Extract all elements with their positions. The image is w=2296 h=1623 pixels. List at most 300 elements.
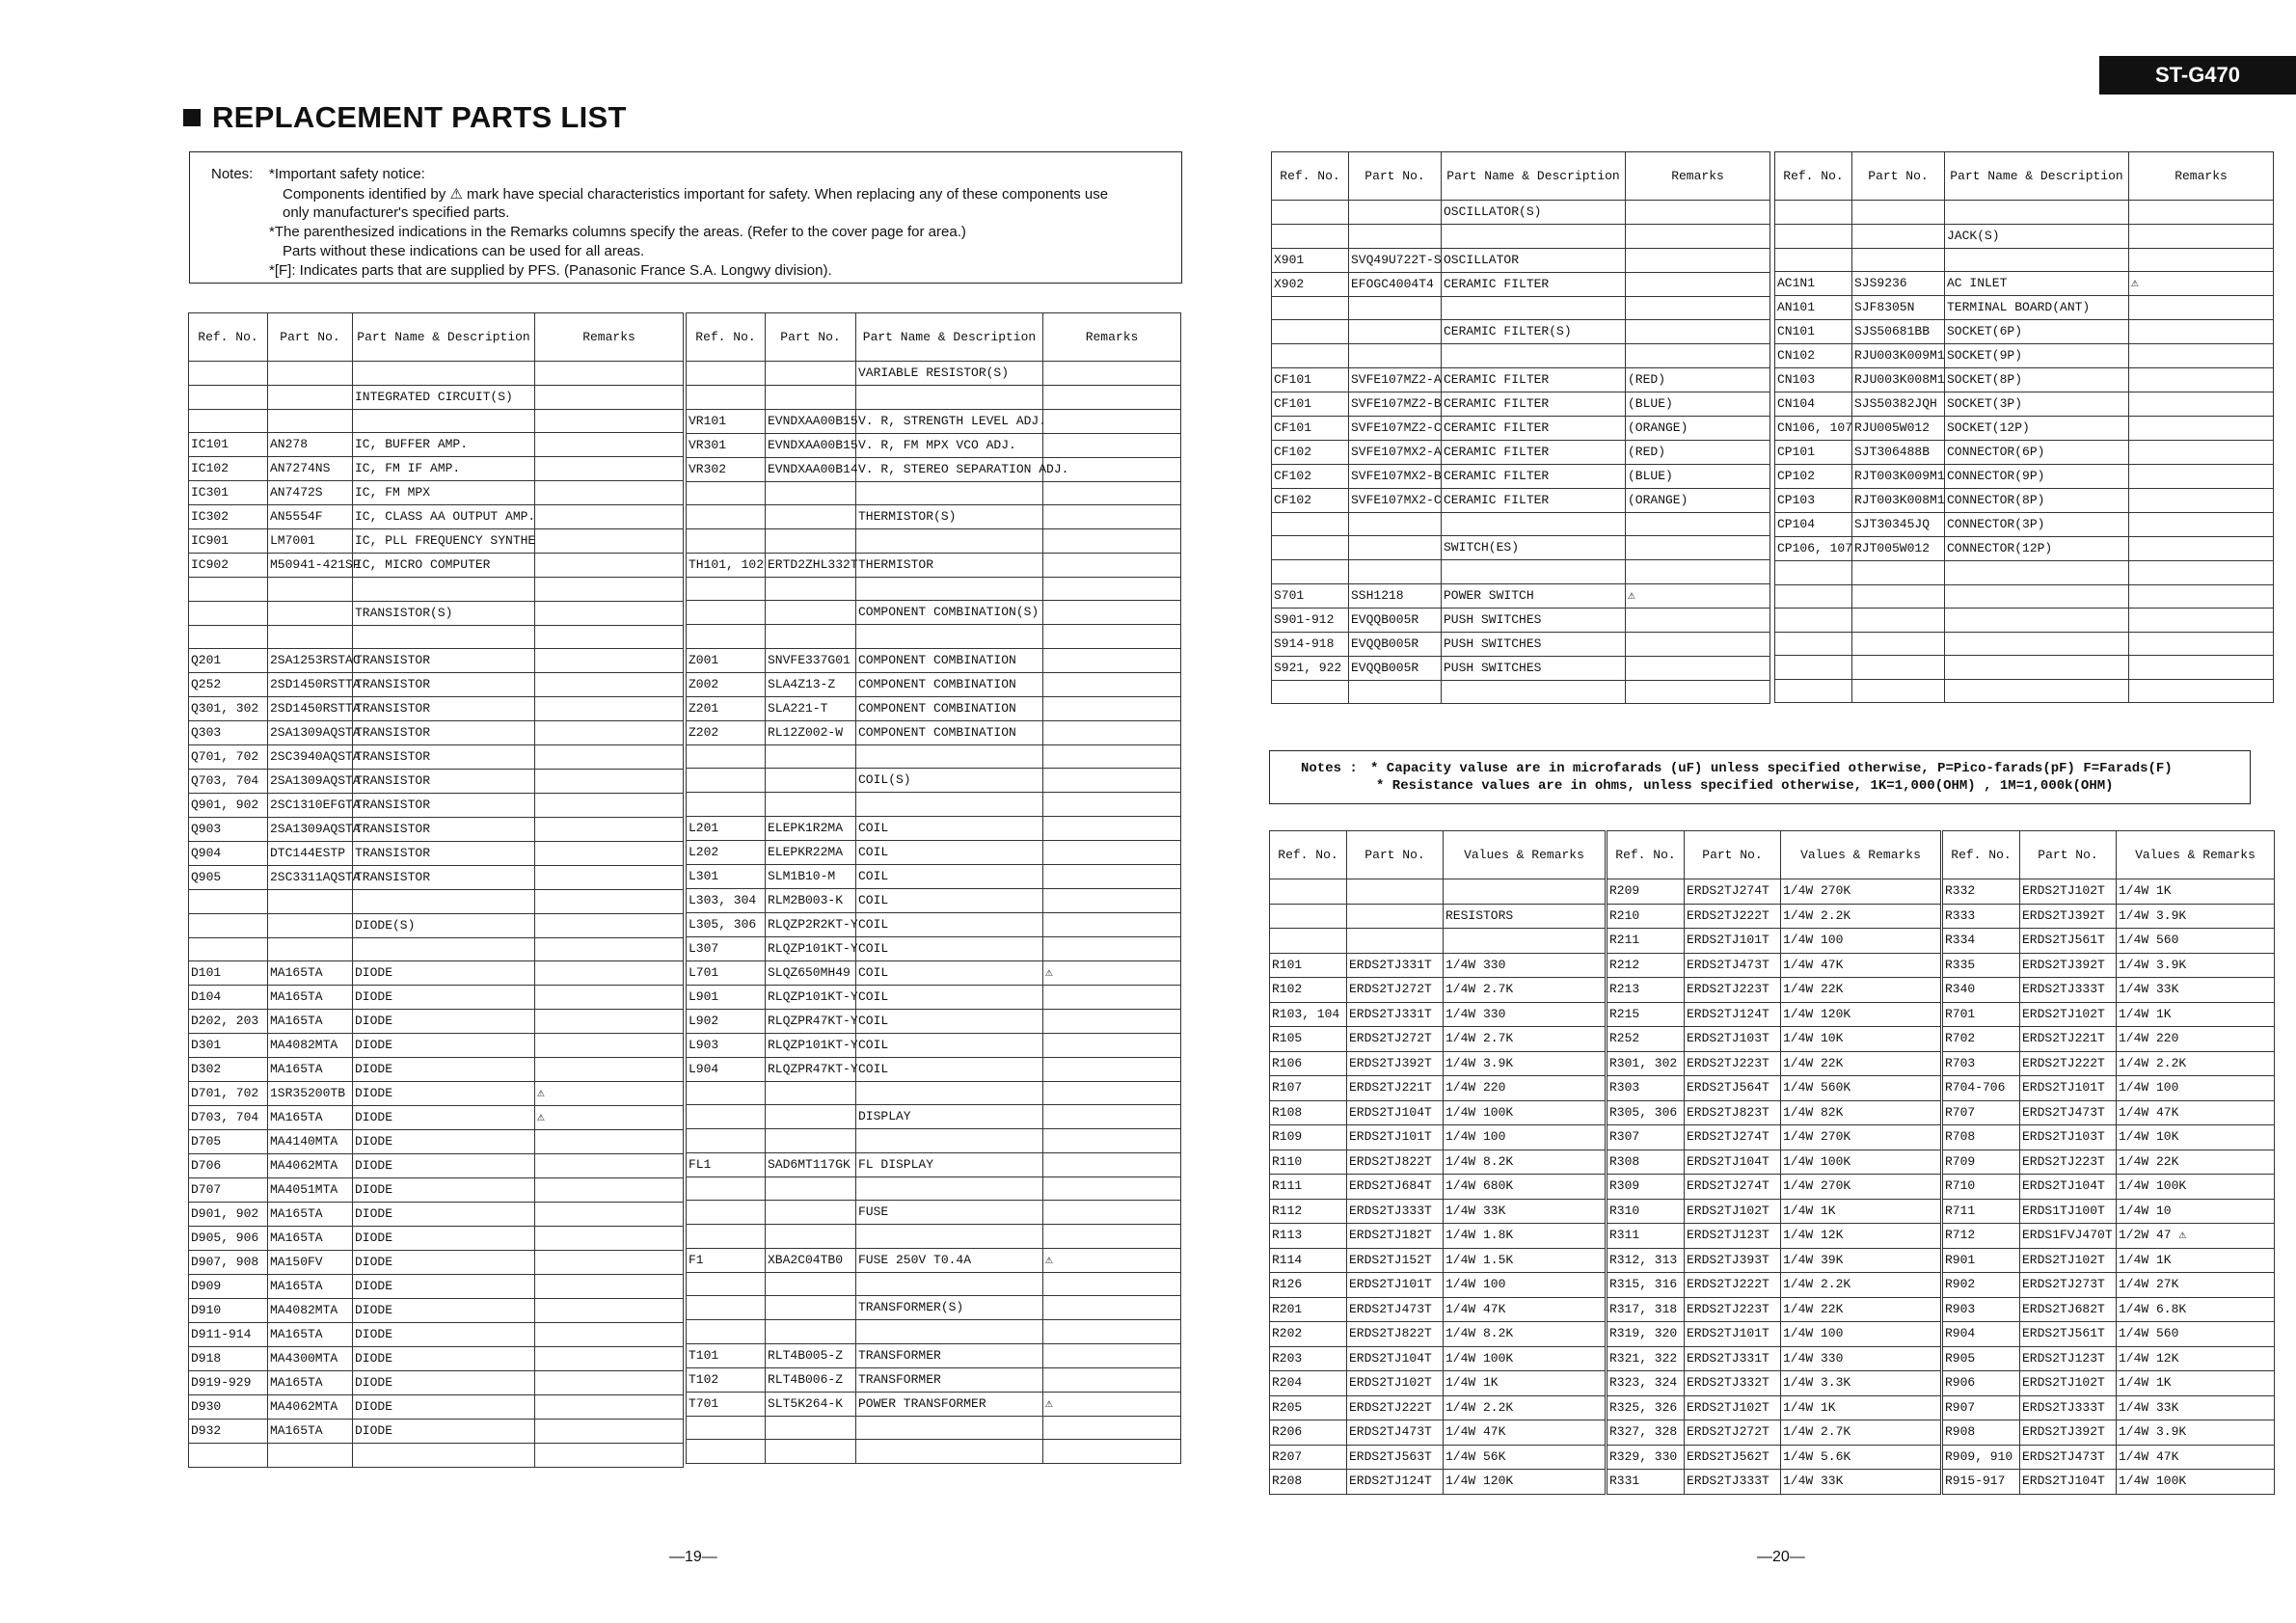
ref-no-cell: S701 bbox=[1272, 583, 1349, 608]
table-row bbox=[1607, 1076, 1941, 1101]
table-row bbox=[1943, 1297, 2275, 1322]
table-row bbox=[1272, 536, 1770, 560]
ref-no-cell: R327, 328 bbox=[1607, 1420, 1685, 1446]
description-cell bbox=[1945, 632, 2129, 656]
description-cell bbox=[353, 890, 535, 914]
remarks-cell bbox=[2129, 632, 2274, 656]
remarks-cell bbox=[1043, 1081, 1181, 1105]
table-row bbox=[1775, 632, 2274, 656]
part-no-cell bbox=[766, 744, 856, 769]
part-no-cell: XBA2C04TB0 bbox=[766, 1248, 856, 1272]
header-part-no: Part No. bbox=[2020, 831, 2117, 879]
table-row bbox=[1775, 679, 2274, 703]
ref-no-cell bbox=[687, 601, 766, 625]
part-no-cell bbox=[1347, 879, 1444, 905]
ref-no-cell: CP103 bbox=[1775, 489, 1852, 513]
values-cell: 1/4W 47K bbox=[2117, 1445, 2275, 1470]
ref-no-cell: CP101 bbox=[1775, 441, 1852, 465]
table-row bbox=[1272, 608, 1770, 632]
table-row bbox=[1272, 367, 1770, 392]
part-no-cell: RLQZP2R2KT-Y bbox=[766, 912, 856, 936]
ref-no-cell: R212 bbox=[1607, 953, 1685, 978]
page-title: REPLACEMENT PARTS LIST bbox=[212, 100, 627, 134]
table-row bbox=[1775, 296, 2274, 320]
table-row bbox=[1943, 1470, 2275, 1495]
table-row bbox=[1775, 489, 2274, 513]
table-row bbox=[1607, 1002, 1941, 1027]
remarks-cell bbox=[535, 697, 684, 721]
description-cell: TRANSISTOR bbox=[353, 745, 535, 770]
description-cell bbox=[856, 1225, 1043, 1249]
ref-no-cell: R207 bbox=[1270, 1445, 1347, 1470]
part-no-cell bbox=[1852, 561, 1945, 585]
table-row bbox=[189, 770, 684, 794]
remarks-cell: (ORANGE) bbox=[1626, 488, 1770, 512]
ref-no-cell bbox=[687, 1129, 766, 1153]
part-no-cell: RJU003K008M1 bbox=[1852, 368, 1945, 392]
table-row bbox=[1943, 1027, 2275, 1052]
remarks-cell bbox=[1626, 512, 1770, 536]
table-row bbox=[1943, 1395, 2275, 1420]
remarks-cell bbox=[1626, 560, 1770, 584]
description-cell bbox=[856, 744, 1043, 769]
remarks-cell bbox=[535, 1130, 684, 1154]
table-row bbox=[1270, 1076, 1606, 1101]
part-no-cell: MA165TA bbox=[268, 961, 353, 986]
header-ref-no: Ref. No. bbox=[189, 313, 268, 362]
ref-no-cell: F1 bbox=[687, 1248, 766, 1272]
ref-no-cell: TH101, 102 bbox=[687, 553, 766, 577]
ref-no-cell: R333 bbox=[1943, 904, 2020, 929]
description-cell bbox=[353, 578, 535, 602]
description-cell: COMPONENT COMBINATION(S) bbox=[856, 601, 1043, 625]
resistor-table-3 bbox=[1942, 830, 2275, 1495]
remarks-cell bbox=[535, 673, 684, 697]
table-row bbox=[1607, 1125, 1941, 1150]
part-no-cell: ERDS2TJ561T bbox=[2020, 929, 2117, 954]
part-no-cell: ERDS2TJ564T bbox=[1685, 1076, 1781, 1101]
part-no-cell: ERDS2TJ822T bbox=[1347, 1322, 1444, 1347]
part-no-cell bbox=[766, 529, 856, 554]
part-no-cell: ERDS2TJ101T bbox=[1685, 1322, 1781, 1347]
part-no-cell bbox=[766, 601, 856, 625]
part-no-cell bbox=[268, 362, 353, 386]
values-cell: 1/2W 47 ⚠ bbox=[2117, 1224, 2275, 1249]
values-cell: 1/4W 1K bbox=[1781, 1395, 1941, 1420]
description-cell bbox=[353, 937, 535, 961]
table-row bbox=[687, 985, 1181, 1009]
part-no-cell: MA4300MTA bbox=[268, 1347, 353, 1371]
part-no-cell bbox=[1349, 296, 1442, 320]
table-row bbox=[1607, 1273, 1941, 1298]
description-cell: CERAMIC FILTER(S) bbox=[1442, 320, 1626, 344]
values-cell: 1/4W 100 bbox=[1781, 929, 1941, 954]
description-cell: DIODE(S) bbox=[353, 913, 535, 937]
parts-table-4 bbox=[1774, 151, 2274, 703]
part-no-cell: ERDS2TJ393T bbox=[1685, 1248, 1781, 1273]
part-no-cell: RLQZPR47KT-Y bbox=[766, 1057, 856, 1081]
description-cell: DIODE bbox=[353, 1275, 535, 1299]
ref-no-cell: R904 bbox=[1943, 1322, 2020, 1347]
part-no-cell: 2SA1253RSTAC bbox=[268, 649, 353, 673]
remarks-cell bbox=[2129, 296, 2274, 320]
table-row bbox=[189, 1420, 684, 1444]
description-cell bbox=[1442, 560, 1626, 584]
part-no-cell: SLQZ650MH49 bbox=[766, 960, 856, 985]
part-no-cell: M50941-421SP bbox=[268, 554, 353, 578]
table-header-row bbox=[189, 313, 684, 362]
description-cell: JACK(S) bbox=[1945, 224, 2129, 248]
ref-no-cell: R113 bbox=[1270, 1224, 1347, 1249]
table-row bbox=[1607, 1051, 1941, 1076]
part-no-cell: SJS9236 bbox=[1852, 272, 1945, 296]
notes-line: Parts without these indications can be used for all areas. bbox=[283, 243, 645, 259]
remarks-cell bbox=[2129, 489, 2274, 513]
table-row bbox=[1775, 513, 2274, 537]
table-row bbox=[1607, 904, 1941, 929]
table-row bbox=[1272, 225, 1770, 249]
table-row bbox=[687, 409, 1181, 433]
header-ref-no: Ref. No. bbox=[1775, 152, 1852, 201]
table-row bbox=[1943, 953, 2275, 978]
part-no-cell: RL12Z002-W bbox=[766, 720, 856, 744]
ref-no-cell: Z201 bbox=[687, 696, 766, 720]
table-header-row bbox=[1943, 831, 2275, 879]
part-no-cell bbox=[766, 1320, 856, 1344]
description-cell: V. R, STRENGTH LEVEL ADJ. bbox=[856, 409, 1043, 433]
part-no-cell: AN5554F bbox=[268, 505, 353, 529]
values-cell: 1/4W 47K bbox=[1444, 1297, 1606, 1322]
part-no-cell: SJS50681BB bbox=[1852, 320, 1945, 344]
ref-no-cell: R710 bbox=[1943, 1175, 2020, 1200]
remarks-cell bbox=[535, 961, 684, 986]
ref-no-cell bbox=[687, 1081, 766, 1105]
ref-no-cell: R712 bbox=[1943, 1224, 2020, 1249]
table-row bbox=[1943, 1273, 2275, 1298]
values-cell: 1/4W 33K bbox=[1444, 1199, 1606, 1224]
title-bullet bbox=[183, 109, 201, 126]
remarks-cell bbox=[2129, 584, 2274, 609]
ref-no-cell bbox=[1272, 296, 1349, 320]
description-cell: TRANSISTOR bbox=[353, 842, 535, 866]
remarks-cell bbox=[1626, 632, 1770, 656]
ref-no-cell bbox=[1272, 536, 1349, 560]
values-cell: 1/4W 10K bbox=[1781, 1027, 1941, 1052]
part-no-cell bbox=[268, 578, 353, 602]
ref-no-cell: CN101 bbox=[1775, 320, 1852, 344]
table-row bbox=[189, 1154, 684, 1178]
part-no-cell bbox=[766, 1129, 856, 1153]
part-no-cell: ERDS2TJ333T bbox=[1347, 1199, 1444, 1224]
part-no-cell: 1SR35200TB bbox=[268, 1082, 353, 1106]
description-cell: IC, PLL FREQUENCY SYNTHE bbox=[353, 529, 535, 554]
ref-no-cell: R111 bbox=[1270, 1175, 1347, 1200]
remarks-cell bbox=[1043, 433, 1181, 457]
remarks-cell bbox=[1043, 601, 1181, 625]
table-header-row bbox=[1607, 831, 1941, 879]
table-row bbox=[1607, 1297, 1941, 1322]
ref-no-cell bbox=[1272, 344, 1349, 368]
part-no-cell: SVFE107MX2-C bbox=[1349, 488, 1442, 512]
description-cell: TRANSISTOR bbox=[353, 866, 535, 890]
description-cell: OSCILLATOR bbox=[1442, 248, 1626, 272]
part-no-cell: AN278 bbox=[268, 433, 353, 457]
notes-line: Components identified by ⚠ mark have special characteristics important for safety. When replacing any of these components use bbox=[283, 186, 1109, 203]
table-row bbox=[1607, 1027, 1941, 1052]
values-cell: 1/4W 5.6K bbox=[1781, 1445, 1941, 1470]
remarks-cell bbox=[1043, 1225, 1181, 1249]
remarks-cell bbox=[535, 866, 684, 890]
values-cell: 1/4W 100 bbox=[1781, 1322, 1941, 1347]
table-row bbox=[189, 842, 684, 866]
description-cell: DIODE bbox=[353, 961, 535, 986]
remarks-cell bbox=[1043, 888, 1181, 912]
part-no-cell bbox=[766, 1081, 856, 1105]
resistor-table-1 bbox=[1269, 830, 1606, 1495]
remarks-cell bbox=[535, 937, 684, 961]
description-cell: FUSE 250V T0.4A bbox=[856, 1248, 1043, 1272]
part-no-cell: ERDS2TJ272T bbox=[1347, 978, 1444, 1003]
part-no-cell: EVQQB005R bbox=[1349, 608, 1442, 632]
remarks-cell bbox=[535, 554, 684, 578]
ref-no-cell: D703, 704 bbox=[189, 1106, 268, 1130]
part-no-cell: RJT005W012 bbox=[1852, 537, 1945, 561]
ref-no-cell: R102 bbox=[1270, 978, 1347, 1003]
ref-no-cell: R101 bbox=[1270, 953, 1347, 978]
part-no-cell: ERDS2TJ182T bbox=[1347, 1224, 1444, 1249]
part-no-cell: ERDS2TJ331T bbox=[1347, 1002, 1444, 1027]
part-no-cell: RLQZP101KT-Y bbox=[766, 985, 856, 1009]
remarks-cell bbox=[1626, 296, 1770, 320]
part-no-cell: ERDS2TJ562T bbox=[1685, 1445, 1781, 1470]
ref-no-cell: R902 bbox=[1943, 1273, 2020, 1298]
values-cell: 1/4W 12K bbox=[2117, 1346, 2275, 1371]
description-cell: TRANSISTOR bbox=[353, 770, 535, 794]
part-no-cell: ERDS2TJ332T bbox=[1685, 1371, 1781, 1396]
values-cell: 1/4W 270K bbox=[1781, 879, 1941, 905]
ref-no-cell: R708 bbox=[1943, 1125, 2020, 1150]
table-row bbox=[1607, 1395, 1941, 1420]
ref-no-cell: IC902 bbox=[189, 554, 268, 578]
table-row bbox=[189, 433, 684, 457]
table-row bbox=[1272, 512, 1770, 536]
ref-no-cell bbox=[687, 625, 766, 649]
description-cell: COIL bbox=[856, 1057, 1043, 1081]
ref-no-cell: Q905 bbox=[189, 866, 268, 890]
part-no-cell: MA165TA bbox=[268, 1106, 353, 1130]
part-no-cell: SVFE107MX2-B bbox=[1349, 464, 1442, 488]
table-row bbox=[189, 1275, 684, 1299]
ref-no-cell: Q252 bbox=[189, 673, 268, 697]
table-row bbox=[189, 457, 684, 481]
part-no-cell: ERDS2TJ331T bbox=[1347, 953, 1444, 978]
remarks-cell bbox=[535, 1275, 684, 1299]
description-cell bbox=[856, 1416, 1043, 1440]
part-no-cell: ERDS2TJ101T bbox=[1347, 1273, 1444, 1298]
description-cell bbox=[856, 625, 1043, 649]
values-cell: 1/4W 2.2K bbox=[1781, 1273, 1941, 1298]
values-cell: 1/4W 680K bbox=[1444, 1175, 1606, 1200]
table-row bbox=[687, 912, 1181, 936]
table-row bbox=[687, 1343, 1181, 1367]
description-cell: IC, BUFFER AMP. bbox=[353, 433, 535, 457]
part-no-cell bbox=[1349, 512, 1442, 536]
table-row bbox=[1775, 272, 2274, 296]
part-no-cell bbox=[766, 386, 856, 410]
values-notes-line: * Resistance values are in ohms, unless specified otherwise, 1K=1,000(OHM) , 1M=1,000k(OHM) bbox=[1376, 778, 2114, 794]
description-cell: TRANSFORMER bbox=[856, 1343, 1043, 1367]
ref-no-cell: CP102 bbox=[1775, 465, 1852, 489]
ref-no-cell: AN101 bbox=[1775, 296, 1852, 320]
part-no-cell: ERDS2TJ274T bbox=[1685, 879, 1781, 905]
part-no-cell: MA165TA bbox=[268, 1371, 353, 1395]
remarks-cell bbox=[1043, 1009, 1181, 1033]
ref-no-cell: L307 bbox=[687, 936, 766, 960]
part-no-cell: ERDS2TJ222T bbox=[1685, 1273, 1781, 1298]
remarks-cell bbox=[1043, 864, 1181, 888]
ref-no-cell bbox=[1272, 560, 1349, 584]
ref-no-cell: D932 bbox=[189, 1420, 268, 1444]
table-row bbox=[1270, 1470, 1606, 1495]
ref-no-cell: Q701, 702 bbox=[189, 745, 268, 770]
remarks-cell: (RED) bbox=[1626, 367, 1770, 392]
ref-no-cell bbox=[1775, 201, 1852, 225]
ref-no-cell bbox=[189, 362, 268, 386]
values-cell: 1/4W 2.7K bbox=[1444, 1027, 1606, 1052]
table-row bbox=[189, 794, 684, 818]
description-cell bbox=[1442, 680, 1626, 704]
ref-no-cell bbox=[189, 601, 268, 625]
table-row bbox=[1943, 1322, 2275, 1347]
values-cell: 1/4W 12K bbox=[1781, 1224, 1941, 1249]
part-no-cell bbox=[1852, 609, 1945, 633]
description-cell: INTEGRATED CIRCUIT(S) bbox=[353, 385, 535, 409]
table-row bbox=[1943, 1100, 2275, 1125]
ref-no-cell bbox=[1775, 561, 1852, 585]
part-no-cell bbox=[1347, 929, 1444, 954]
part-no-cell: SVFE107MX2-A bbox=[1349, 440, 1442, 464]
ref-no-cell: L901 bbox=[687, 985, 766, 1009]
part-no-cell: 2SD1450RSTTA bbox=[268, 673, 353, 697]
remarks-cell bbox=[2129, 417, 2274, 441]
values-cell: 1/4W 1K bbox=[2117, 1248, 2275, 1273]
table-row bbox=[687, 1033, 1181, 1057]
ref-no-cell: R323, 324 bbox=[1607, 1371, 1685, 1396]
table-row bbox=[687, 457, 1181, 481]
part-no-cell: RLQZP101KT-Y bbox=[766, 1033, 856, 1057]
remarks-cell bbox=[1626, 344, 1770, 368]
table-row bbox=[189, 481, 684, 505]
values-cell: 1/4W 100K bbox=[1444, 1100, 1606, 1125]
table-row bbox=[1270, 1199, 1606, 1224]
table-row bbox=[1775, 584, 2274, 609]
part-no-cell: ERDS2TJ223T bbox=[1685, 1297, 1781, 1322]
header-description: Part Name & Description bbox=[1442, 152, 1626, 201]
part-no-cell: ERDS2TJ124T bbox=[1685, 1002, 1781, 1027]
part-no-cell bbox=[1852, 248, 1945, 272]
table-row bbox=[189, 649, 684, 673]
description-cell: CERAMIC FILTER bbox=[1442, 464, 1626, 488]
table-row bbox=[1270, 1297, 1606, 1322]
remarks-cell bbox=[2129, 656, 2274, 680]
ref-no-cell: D705 bbox=[189, 1130, 268, 1154]
ref-no-cell: Q901, 902 bbox=[189, 794, 268, 818]
values-cell: 1/4W 3.9K bbox=[1444, 1051, 1606, 1076]
table-row bbox=[687, 505, 1181, 529]
ref-no-cell: Q903 bbox=[189, 818, 268, 842]
remarks-cell bbox=[2129, 513, 2274, 537]
remarks-cell bbox=[1043, 985, 1181, 1009]
table-row bbox=[1943, 929, 2275, 954]
notes-label: Notes: bbox=[211, 166, 254, 182]
ref-no-cell: R205 bbox=[1270, 1395, 1347, 1420]
table-row bbox=[687, 1129, 1181, 1153]
ref-no-cell bbox=[687, 362, 766, 386]
part-no-cell: ERDS2TJ223T bbox=[1685, 978, 1781, 1003]
ref-no-cell: IC302 bbox=[189, 505, 268, 529]
table-row bbox=[687, 625, 1181, 649]
table-row bbox=[687, 769, 1181, 793]
values-notes-label: Notes : bbox=[1301, 761, 1358, 776]
remarks-cell bbox=[1043, 1440, 1181, 1464]
ref-no-cell: R315, 316 bbox=[1607, 1273, 1685, 1298]
description-cell bbox=[856, 1129, 1043, 1153]
table-row bbox=[687, 386, 1181, 410]
table-row bbox=[1943, 1420, 2275, 1446]
header-ref-no: Ref. No. bbox=[1270, 831, 1347, 879]
values-cell: 1/4W 8.2K bbox=[1444, 1150, 1606, 1175]
part-no-cell: ERDS2TJ473T bbox=[1685, 953, 1781, 978]
ref-no-cell: R307 bbox=[1607, 1125, 1685, 1150]
ref-no-cell bbox=[1775, 584, 1852, 609]
table-row bbox=[687, 816, 1181, 840]
table-row bbox=[687, 577, 1181, 601]
ref-no-cell bbox=[687, 744, 766, 769]
remarks-cell: ⚠ bbox=[1043, 1248, 1181, 1272]
part-no-cell: ERDS2TJ103T bbox=[1685, 1027, 1781, 1052]
ref-no-cell bbox=[687, 529, 766, 554]
description-cell: TRANSISTOR bbox=[353, 697, 535, 721]
table-row bbox=[687, 1440, 1181, 1464]
ref-no-cell: Z002 bbox=[687, 672, 766, 696]
table-row bbox=[687, 1320, 1181, 1344]
ref-no-cell: D901, 902 bbox=[189, 1203, 268, 1227]
values-cell: 1/4W 6.8K bbox=[2117, 1297, 2275, 1322]
ref-no-cell: Z001 bbox=[687, 648, 766, 672]
ref-no-cell: R126 bbox=[1270, 1273, 1347, 1298]
values-cell: 1/4W 27K bbox=[2117, 1273, 2275, 1298]
ref-no-cell: R308 bbox=[1607, 1150, 1685, 1175]
part-no-cell: ERDS2TJ392T bbox=[1347, 1051, 1444, 1076]
values-cell: 1/4W 2.2K bbox=[2117, 1051, 2275, 1076]
ref-no-cell bbox=[1270, 904, 1347, 929]
description-cell: SOCKET(3P) bbox=[1945, 392, 2129, 417]
part-no-cell: DTC144ESTP bbox=[268, 842, 353, 866]
table-row bbox=[687, 744, 1181, 769]
values-cell: 1/4W 1K bbox=[1781, 1199, 1941, 1224]
ref-no-cell: D202, 203 bbox=[189, 1010, 268, 1034]
values-cell: 1/4W 1.5K bbox=[1444, 1248, 1606, 1273]
remarks-cell bbox=[1043, 840, 1181, 864]
description-cell bbox=[1442, 225, 1626, 249]
table-header-row bbox=[1270, 831, 1606, 879]
ref-no-cell: R309 bbox=[1607, 1175, 1685, 1200]
part-no-cell: MA4051MTA bbox=[268, 1178, 353, 1203]
ref-no-cell: R310 bbox=[1607, 1199, 1685, 1224]
remarks-cell bbox=[535, 1251, 684, 1275]
remarks-cell bbox=[535, 409, 684, 433]
remarks-cell bbox=[535, 1444, 684, 1468]
